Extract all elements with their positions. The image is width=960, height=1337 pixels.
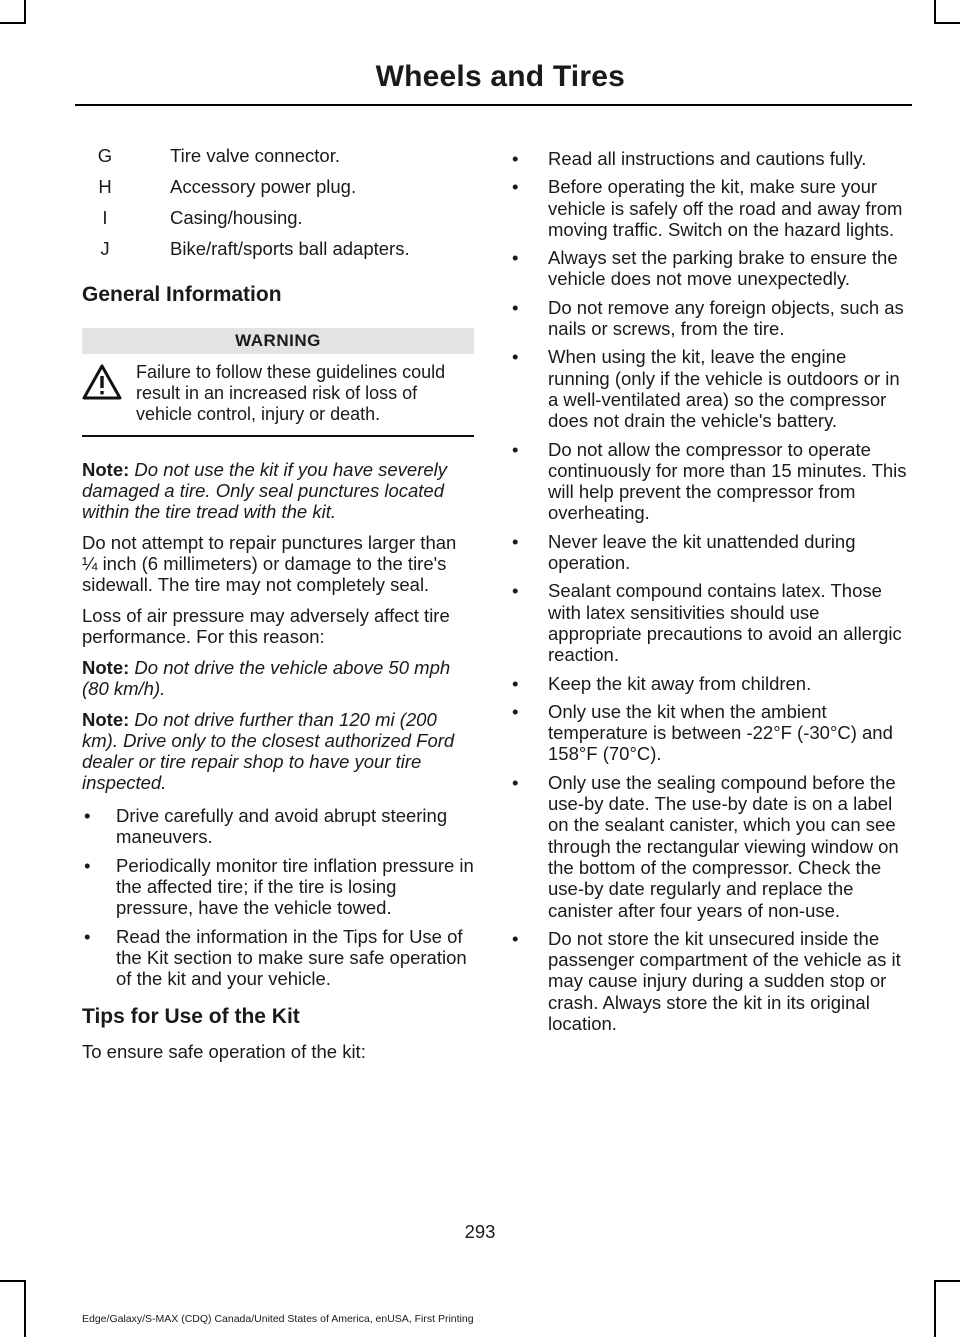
legend-text: Casing/housing. xyxy=(170,206,303,228)
crop-mark xyxy=(934,0,936,22)
note-paragraph xyxy=(82,709,474,793)
warning-text: Failure to follow these guidelines could result in an increased risk of loss of vehicle control, injury or death. xyxy=(136,362,446,425)
list-item-text: Do not remove any foreign objects, such as nails or screws, from the tire. xyxy=(548,296,904,340)
warning-box xyxy=(82,354,474,437)
crop-mark xyxy=(24,0,26,22)
list-item xyxy=(510,772,908,921)
footer-text: Edge/Galaxy/S-MAX (CDQ) Canada/United States of America, enUSA, First Printing xyxy=(82,1313,474,1325)
list-item xyxy=(510,346,908,431)
crop-mark xyxy=(0,22,26,24)
list-item xyxy=(82,805,474,848)
tips-bullet-list xyxy=(510,148,908,1034)
list-item xyxy=(510,673,908,694)
note-text: Do not use the kit if you have severely damaged a tire. Only seal punctures located within the tire tread with the kit. xyxy=(82,459,448,523)
list-item-text: Only use the kit when the ambient temperature is between -22°F (-30°C) and 158°F (70°C). xyxy=(548,700,893,765)
bullet-dot: • xyxy=(512,176,519,198)
bullet-dot: • xyxy=(512,296,519,318)
list-item-text: Drive carefully and avoid abrupt steering maneuvers. xyxy=(116,805,448,848)
tips-intro: To ensure safe operation of the kit: xyxy=(82,1040,366,1062)
list-item xyxy=(510,580,908,665)
list-item xyxy=(82,926,474,990)
note-label: Note: xyxy=(82,459,130,481)
crop-mark xyxy=(934,1280,960,1282)
legend-item xyxy=(82,140,474,171)
list-item xyxy=(510,247,908,290)
left-column xyxy=(82,140,474,1062)
legend-list xyxy=(82,140,474,264)
list-item xyxy=(82,855,474,919)
note-text: Do not drive further than 120 mi (200 km). Drive only to the closest authorized Ford dealer or tire repair shop to have your tire inspected. xyxy=(82,709,455,794)
note-text: Do not drive the vehicle above 50 mph (80 km/h). xyxy=(82,657,451,700)
bullet-dot: • xyxy=(512,580,519,602)
right-column xyxy=(510,148,908,1041)
list-item-text: Periodically monitor tire inflation pressure in the affected tire; if the tire is losing pressure, have the vehicle towed. xyxy=(116,854,474,919)
legend-item xyxy=(82,233,474,264)
crop-mark xyxy=(24,1280,26,1337)
bullet-dot: • xyxy=(84,805,91,827)
section-heading-general: General Information xyxy=(82,283,282,306)
list-item-text: Sealant compound contains latex. Those with latex sensitivities should use appropriate precautions to avoid an allergic reaction. xyxy=(548,580,902,666)
list-item xyxy=(510,439,908,524)
list-item-text: Always set the parking brake to ensure the vehicle does not move unexpectedly. xyxy=(548,247,898,290)
warning-triangle-icon xyxy=(82,362,136,425)
list-item xyxy=(510,531,908,574)
list-item-text: Only use the sealing compound before the use-by date. The use-by date is on a label on the sealant canister, which you can see through the rectangular viewing window on the bottom of the compressor. Check the use-by date regularly and replace the canister after four years of non-use. xyxy=(548,771,899,921)
crop-mark xyxy=(934,1280,936,1337)
legend-text: Accessory power plug. xyxy=(170,175,357,197)
crop-mark xyxy=(934,22,960,24)
legend-text: Tire valve connector. xyxy=(170,144,341,166)
crop-mark xyxy=(0,1280,26,1282)
note-label: Note: xyxy=(82,709,130,731)
general-bullet-list xyxy=(82,805,474,989)
body-paragraph: Loss of air pressure may adversely affect tire performance. For this reason: xyxy=(82,605,450,648)
list-item-text: Read all instructions and cautions fully. xyxy=(548,148,867,169)
list-item-text: Do not allow the compressor to operate continuously for more than 15 minutes. This will help prevent the compressor from overheating. xyxy=(548,438,907,524)
legend-key: H xyxy=(98,175,112,197)
body-paragraph: Do not attempt to repair punctures larger than ¼ inch (6 millimeters) or damage to the tire's sidewall. The tire may not completely seal. xyxy=(82,532,457,596)
legend-item xyxy=(82,171,474,202)
list-item xyxy=(510,297,908,340)
list-item-text: Keep the kit away from children. xyxy=(548,672,812,694)
note-paragraph xyxy=(82,459,474,522)
note-label: Note: xyxy=(82,657,130,679)
page-number: 293 xyxy=(464,1221,496,1242)
bullet-dot: • xyxy=(512,771,519,793)
legend-item xyxy=(82,202,474,233)
bullet-dot: • xyxy=(512,927,519,949)
legend-text: Bike/raft/sports ball adapters. xyxy=(170,237,410,259)
list-item-text: When using the kit, leave the engine running (only if the vehicle is outdoors or in a well-ventilated area) so the compressor does not drain the vehicle's battery. xyxy=(548,346,900,432)
bullet-dot: • xyxy=(512,247,519,269)
list-item xyxy=(510,176,908,240)
legend-key: G xyxy=(97,144,113,166)
header-divider xyxy=(75,104,912,106)
bullet-dot: • xyxy=(512,148,519,169)
bullet-dot: • xyxy=(512,530,519,552)
list-item-text: Never leave the kit unattended during operation. xyxy=(548,530,856,574)
bullet-dot: • xyxy=(512,672,519,694)
warning-title: WARNING xyxy=(82,328,474,354)
legend-key: J xyxy=(100,237,110,259)
bullet-dot: • xyxy=(84,854,91,876)
list-item xyxy=(510,701,908,765)
page-header-title: Wheels and Tires xyxy=(375,60,625,93)
bullet-dot: • xyxy=(512,700,519,722)
list-item-text: Do not store the kit unsecured inside the passenger compartment of the vehicle as it may cause injury during a sudden stop or crash. Always store the kit in its original location. xyxy=(548,927,901,1034)
section-heading-tips: Tips for Use of the Kit xyxy=(82,1004,300,1028)
list-item xyxy=(510,928,908,1034)
list-item-text: Before operating the kit, make sure your vehicle is safely off the road and away from moving traffic. Switch on the hazard lights. xyxy=(548,176,903,240)
bullet-dot: • xyxy=(512,438,519,460)
note-paragraph xyxy=(82,657,474,699)
bullet-dot: • xyxy=(512,346,519,368)
bullet-dot: • xyxy=(84,925,91,947)
list-item xyxy=(510,148,908,169)
list-item-text: Read the information in the Tips for Use of the Kit section to make sure safe operation of the kit and your vehicle. xyxy=(116,925,467,990)
legend-key: I xyxy=(102,206,108,228)
